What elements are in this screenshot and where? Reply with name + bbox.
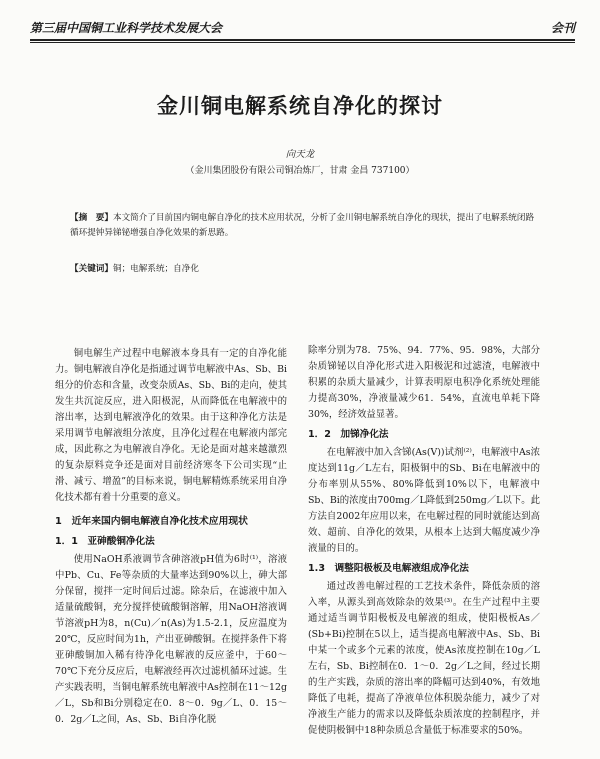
paragraph-1-1: 使用NaOH系液调节含砷溶液pH值为6时⁽¹⁾，溶液中Pb、Cu、Fe等杂质的大量率达到90%以上，砷大部分保留，搅拌一定时间后过滤。除杂后，在滤液中加入适量硫酸铜，充分搅拌使硫酸铜溶解，用NaOH溶液调节溶液pH为8，n(Cu)／n(As)为1.5-2.1，反应温度为20℃，反应时间为1h，产出亚砷酸铜。在搅拌条件下将亚砷酸铜加入稀有待净化电解液的反应釜中，于60～70℃下充分反应后，电解液经再次过滤机循环过滤。生产实践表明，当铜电解系统电解液中As控制在11～12g／L，Sb和Bi分别稳定在0．8～0．9g／L、0．15～0．2g／L之间，As、Sb、Bi自净化脱: [55, 554, 287, 725]
paragraph-1-2: 在电解液中加入含锑(As(V))试剂⁽²⁾，电解液中As浓度达到11g／L左右，阳极铜中的Sb、Bi在电解液中的分布率别从55%、80%降低到10%以下，电解液中Sb、Bi的浓度由700mg／L降低到250mg／L以下。此方法自2002年应用以来，在电解过程的同时就能达到高效、超前、自净化的效果，从根本上达到大幅度减少净液量的目的。: [308, 447, 540, 554]
header-conference-name: 第三届中国铜工业科学技术发展大会: [30, 21, 223, 35]
paper-title: 金川铜电解系统自净化的探讨: [157, 94, 443, 118]
left-column: [55, 346, 287, 728]
author-name: 向天龙: [285, 149, 315, 160]
header-rule: [30, 39, 575, 43]
keywords-text: 铜；电解系统；自净化: [112, 264, 199, 274]
running-header: [30, 14, 575, 36]
keywords: [70, 262, 540, 277]
subsection-heading-1-2: 1．2 加锑净化法: [308, 429, 389, 440]
author-affiliation: （金川集团股份有限公司铜冶炼厂，甘肃 金昌 737100）: [185, 166, 415, 176]
intro-paragraph: 铜电解生产过程中电解液本身具有一定的自净化能力。铜电解液自净化是指通过调节电解液中As、Sb、Bi组分的价态和含量，改变杂质As、Sb、Bi的走向，使其发生共沉淀反应，进入阳极泥，从而降低在电解液中的溶出率，达到电解液净化的效果。由于这种净化方法是采用调节电解液组分浓度，且净化过程在电解液内部完成，因此称之为电解液自净化。无论是面对越来越激烈的复杂原料竞争还是面对目前经济寒冬下公司实现“止滑、减亏、增盈”的目标来说，铜电解精炼系统采用自净化技术都有着十分重要的意义。: [55, 348, 287, 503]
abstract-text: 本文简介了目前国内铜电解自净化的技术应用状况，分析了金川铜电解系统自净化的现状，提出了电解系统闭路循环提钟异锑铋增强自净化效果的新思路。: [70, 213, 535, 238]
subsection-heading-1-3: 1.3 调整阳极板及电解液组成净化法: [308, 563, 469, 574]
section-heading-1: 1 近年来国内铜电解液自净化技术应用现状: [55, 516, 248, 527]
abstract-label: 【摘 要】: [70, 213, 113, 223]
paragraph-1-3: 通过改善电解过程的工艺技术条件，降低杂质的溶入率，从源头到高效除杂的效果⁽³⁾。在生产过程中主要通过适当调节阳极板及电解液的组成，使阳极板As／(Sb+Bi)控制在5以上，适当提高电解液中As、Sb、Bi中某一个或多个元素的浓度，使As浓度控制在10g／L左右，Sb、Bi控制在0．1～0．2g／L之间，经过长期的生产实践，杂质的溶出率的降幅可达到40%，有效地降低了电耗，提高了净液单位体积脱杂能力，减少了对净液生产能力的需求以及降低杂质浓度的控制程序，并促使阴极铜中18种杂质总含量低于标准要求的50%。: [308, 581, 540, 736]
subsection-heading-1-1: 1．1 亚砷酸铜净化法: [55, 536, 155, 547]
header-section-label: 会刊: [550, 21, 575, 35]
paragraph-1-1-continued: 除率分别为78．75%、94．77%、95．98%，大部分杂质锑铋以自净化形式进入阳极泥和过滤渣，电解液中积累的杂质大量减少，计算表明原电积净化系统处理能力提高30%，净液量减少61．54%，直流电单耗下降30%，经济效益显著。: [308, 345, 540, 420]
keywords-label: 【关键词】: [70, 264, 113, 274]
abstract: [70, 211, 540, 241]
right-column: [308, 343, 540, 739]
